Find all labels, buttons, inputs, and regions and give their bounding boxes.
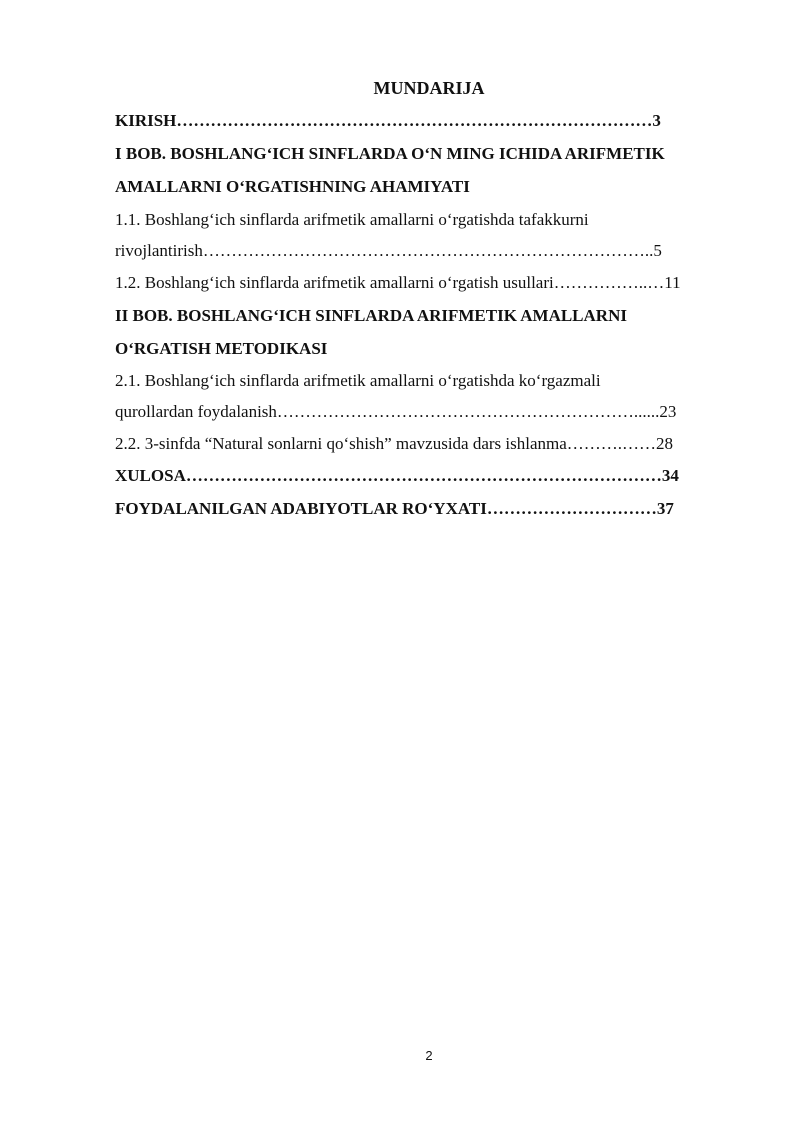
page-number: 2 xyxy=(425,1048,433,1063)
toc-entry-chapter1-line1: I BOB. BOSHLANG‘ICH SINFLARDA O‘N MING ICHIDA ARIFMETIK xyxy=(115,144,665,163)
toc-entry-chapter2-line2: O‘RGATISH METODIKASI xyxy=(115,339,328,358)
toc-entry-section-2-1-line2: qurollardan foydalanish………………………………………………………......23 xyxy=(115,402,677,421)
toc-entry-section-1-1-line2: rivojlantirish……………………………………………………………………..5 xyxy=(115,241,662,260)
toc-entry-section-2-1-line1: 2.1. Boshlang‘ich sinflarda arifmetik amallarni o‘rgatishda ko‘rgazmali xyxy=(115,371,601,390)
toc-entry-chapter1-line2: AMALLARNI O‘RGATISHNING AHAMIYATI xyxy=(115,177,470,196)
toc-entry-kirish: KIRISH…………………………………………………………………………3 xyxy=(115,111,661,130)
toc-entry-section-1-2: 1.2. Boshlang‘ich sinflarda arifmetik amallarni o‘rgatish usullari……………..…11 xyxy=(115,273,681,292)
toc-title: MUNDARIJA xyxy=(373,78,485,98)
toc-entry-section-2-2: 2.2. 3-sinfda “Natural sonlarni qo‘shish” mavzusida dars ishlanma……….……28 xyxy=(115,434,674,453)
toc-entry-section-1-1-line1: 1.1. Boshlang‘ich sinflarda arifmetik amallarni o‘rgatishda tafakkurni xyxy=(115,210,589,229)
toc-entry-adabiyotlar: FOYDALANILGAN ADABIYOTLAR RO‘YXATI…………………………37 xyxy=(115,499,674,518)
toc-entry-chapter2-line1: II BOB. BOSHLANG‘ICH SINFLARDA ARIFMETIK AMALLARNI xyxy=(115,306,627,325)
toc-entry-xulosa: XULOSA…………………………………………………………………………34 xyxy=(115,466,679,485)
